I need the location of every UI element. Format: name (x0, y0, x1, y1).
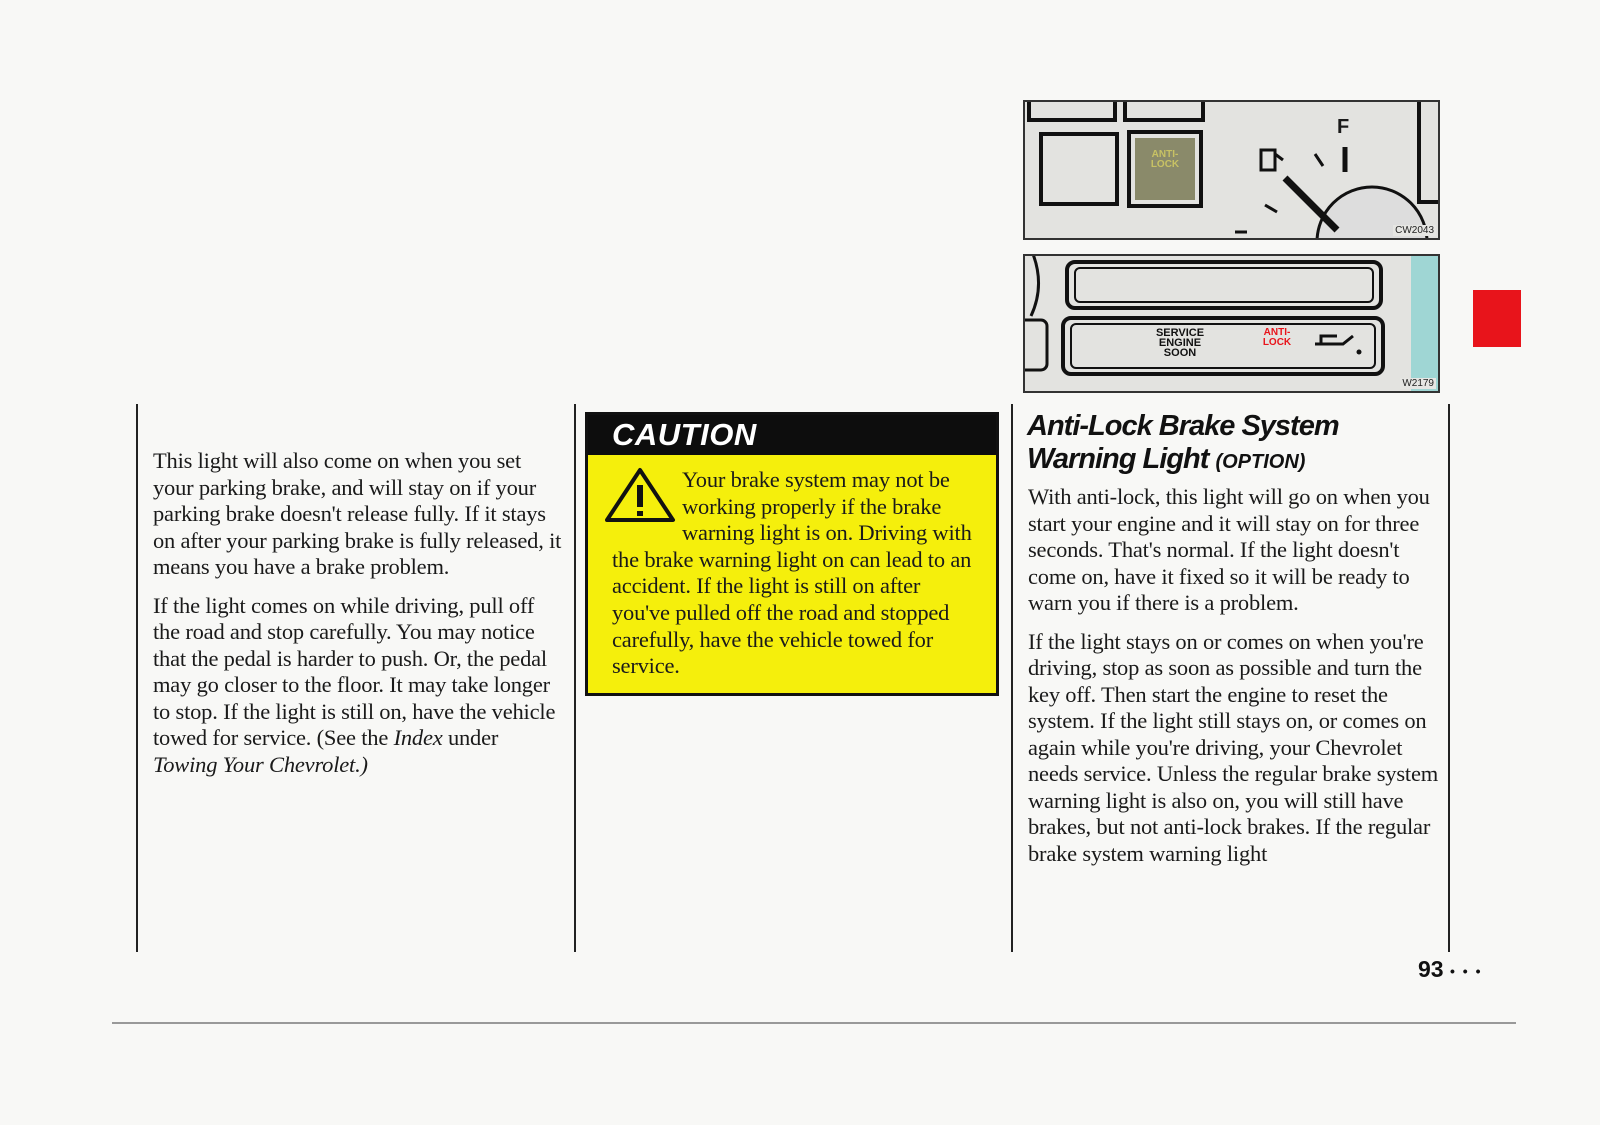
service-engine-soon-label: SERVICE ENGINE SOON (1155, 327, 1205, 359)
fuel-full-label: F (1337, 116, 1350, 138)
caution-text: Your brake system may not be working properly if the brake warning light is on. Driving with the brake warning light on can lead to an accident. If the light is still on after you've pulled off the road and stopped carefully, have the vehicle towed for service. (612, 467, 972, 679)
instrument-cluster-illustration (1025, 102, 1438, 238)
bottom-rule (112, 1022, 1516, 1024)
image-code-bottom: W2179 (1402, 378, 1434, 389)
paragraph-light-while-driving: If the light comes on while driving, pull off the road and stop carefully. You may notice that the pedal is harder to push. Or, the pedal may go closer to the floor. It may take longer to stop. If the light is still on, have the vehicle towed for service. (See the Index under Towing Your Chevrolet.) (153, 592, 556, 777)
column-rule-right-2 (1448, 404, 1450, 952)
section-tab-marker (1473, 290, 1521, 347)
caution-box (585, 412, 999, 696)
warning-lamp-panel-illustration (1025, 256, 1438, 391)
column-rule-middle (574, 404, 576, 952)
left-column (153, 448, 565, 790)
paragraph-anti-lock-stays-on: If the light stays on or comes on when you're driving, stop as soon as possible and turn the key off. Then start the engine to reset the system. If the light still stays on, or comes on again while you're driving, your Chevrolet needs service. Unless the regular brake system warning light is also on, you will still have brakes, but not anti-lock brakes. If the regular brake system warning light (1028, 628, 1439, 866)
caution-title: CAUTION (588, 415, 996, 455)
towing-reference: Towing Your Chevrolet.) (153, 751, 368, 777)
anti-lock-lamp-label: ANTI- LOCK (1262, 327, 1292, 348)
page-number-dots: • • • (1449, 962, 1483, 979)
image-code-top: CW2043 (1395, 225, 1434, 236)
anti-lock-indicator-label: ANTI- LOCK (1150, 149, 1180, 170)
service-engine-soon-image (1023, 254, 1440, 393)
index-reference: Index (393, 725, 443, 750)
fuel-gauge-anti-lock-image (1023, 100, 1440, 240)
warning-triangle-icon (604, 467, 676, 523)
page-number: 93 • • • (1418, 956, 1483, 982)
paragraph-anti-lock-startup: With anti-lock, this light will go on when you start your engine and it will stay on for three seconds. That's normal. If the light doesn't come on, have it fixed so it will be ready to warn you if there is a problem. (1028, 484, 1430, 615)
heading-option-tag: (OPTION) (1215, 451, 1306, 473)
paragraph-parking-brake: This light will also come on when you set your parking brake, and will stay on if your parking brake doesn't release fully. If it stays on after your parking brake is fully released, it means you have a brake problem. (153, 448, 562, 579)
column-rule-right-1 (1011, 404, 1013, 952)
column-rule-left (136, 404, 138, 952)
section-heading: Anti-Lock Brake System Warning Light (OPTION) (1027, 410, 1339, 475)
right-column (1028, 484, 1440, 879)
caution-body (588, 455, 996, 680)
